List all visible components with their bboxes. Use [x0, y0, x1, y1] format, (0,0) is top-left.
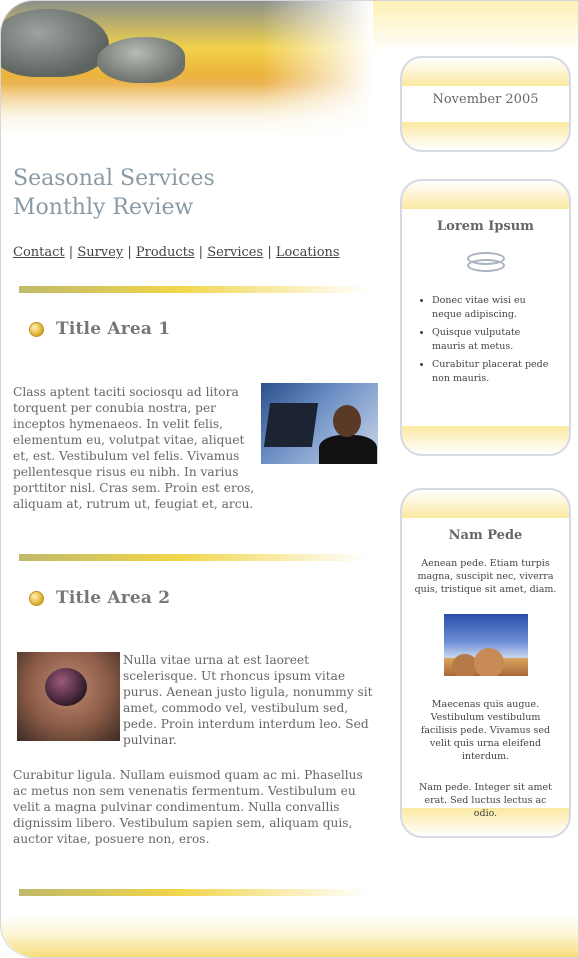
rings-icon: [467, 250, 505, 272]
section-2-title: Title Area 2: [56, 588, 171, 608]
nav-separator: |: [267, 245, 272, 260]
boulder-shape: [474, 648, 504, 676]
nav-link-contact[interactable]: Contact: [13, 245, 65, 260]
panel-cap-top: [400, 56, 571, 86]
section-2-heading: [29, 588, 170, 608]
nav-bar: [13, 245, 340, 260]
man-at-computer-photo: [261, 383, 378, 464]
nam-pede-panel: [400, 488, 571, 838]
nav-link-survey[interactable]: Survey: [77, 245, 124, 260]
lorem-ipsum-panel: [400, 179, 571, 456]
nav-link-products[interactable]: Products: [135, 245, 195, 260]
section-1-text-top: [13, 384, 258, 512]
page-title: [13, 164, 215, 222]
panel-cap-bottom: [400, 426, 571, 456]
bottom-gradient-band: [1, 915, 578, 957]
section-1-heading: [29, 319, 170, 339]
rock-shape: [97, 37, 185, 83]
monitor-shape: [264, 403, 318, 447]
panel-cap-top: [400, 488, 571, 518]
panel-cap-top: [400, 179, 571, 209]
sky-boulders-photo: [444, 614, 528, 676]
panel-1-list: [402, 294, 569, 386]
list-item: • Curabitur placerat pede non mauris.: [432, 358, 555, 386]
title-line-1: Seasonal Services: [13, 166, 215, 191]
rock-shape: [1, 9, 109, 77]
ball-shape: [45, 668, 87, 706]
date-panel: [400, 56, 571, 152]
panel-cap-bottom: [400, 122, 571, 152]
nav-link-services[interactable]: Services: [207, 245, 264, 260]
issue-date: November 2005: [432, 92, 539, 107]
list-item: • Donec vitae wisi eu neque adipiscing.: [432, 294, 555, 322]
list-item: • Quisque vulputate mauris at metus.: [432, 326, 555, 354]
section-divider: [19, 889, 369, 896]
title-line-2: Monthly Review: [13, 195, 194, 220]
panel-2-title: Nam Pede: [448, 528, 523, 543]
top-gradient-band: [373, 1, 578, 53]
person-shape: [319, 435, 377, 464]
nav-separator: |: [127, 245, 132, 260]
bullet-icon: [29, 591, 44, 606]
section-1-title: Title Area 1: [56, 319, 171, 339]
section-divider: [19, 554, 369, 561]
nav-separator: |: [68, 245, 74, 260]
section-divider: [19, 286, 369, 293]
nav-link-locations[interactable]: Locations: [275, 245, 340, 260]
bullet-icon: [29, 322, 44, 337]
person-head-shape: [333, 405, 361, 437]
panel-2-text-2: Maecenas quis augue. Vestibulum vestibulum facilisis pede. Vivamus sed velit quis urna eleifend interdum.: [420, 699, 551, 762]
section-2-text-1: Nulla vitae urna at est laoreet scelerisque. Ut rhoncus ipsum vitae purus. Aenean justo ligula, nonummy sit amet, commodo vel, vestibulum sed, pede. Proin interdum interdum leo. Sed pulvinar.: [123, 653, 373, 747]
panel-2-text-3: Nam pede. Integer sit amet erat. Sed luctus lectus ac odio.: [419, 782, 552, 819]
section-1-text: Class aptent taciti sociosqu ad litora torquent per conubia nostra, per inceptos hymenaeos. In velit felis, elementum eu, volutpat vitae, aliquet et, est. Vestibulum vel felis. Vivamus pellentesque risus eu nibh. In varius porttitor nisl. Cras sem. Proin est eros, aliquam at, rutrum ut, feugiat et, arcu.: [13, 385, 255, 511]
hands-holding-ball-photo: [17, 652, 120, 741]
section-2-text-2: Curabitur ligula. Nullam euismod quam ac mi. Phasellus ac metus non sem venenatis fermentum. Vestibulum eu velit a magna pulvinar condimentum. Nulla convallis dignissim libero. Vestibulum sapien sem, aliquam quis, auctor vitae, posuere non, eros.: [13, 768, 363, 846]
panel-2-text-1: Aenean pede. Etiam turpis magna, suscipit nec, viverra quis, tristique sit amet, diam.: [414, 558, 557, 595]
nav-separator: |: [198, 245, 204, 260]
panel-1-title: Lorem Ipsum: [437, 219, 534, 234]
header-photo: [1, 1, 373, 136]
